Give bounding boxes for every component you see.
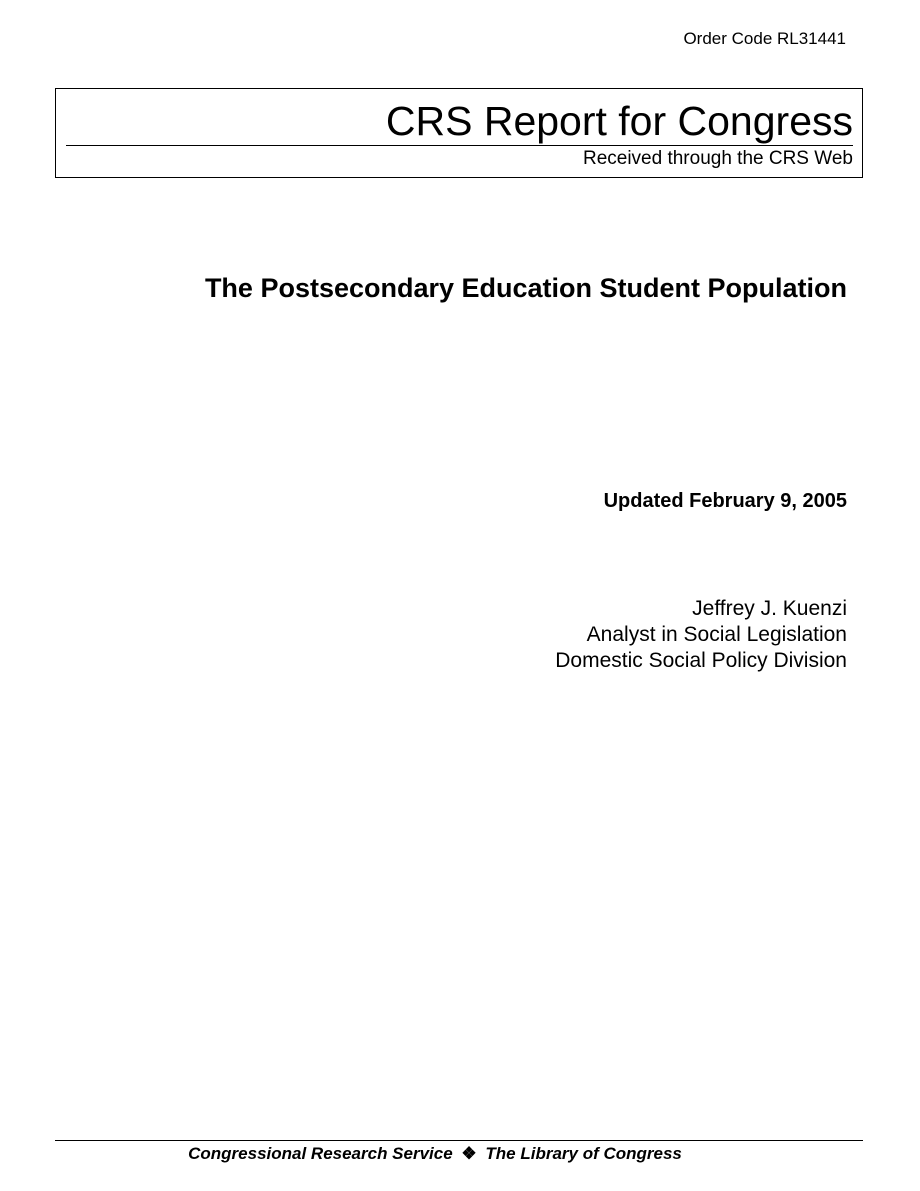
footer-crs: Congressional Research Service [188, 1144, 453, 1163]
footer [55, 1143, 863, 1165]
report-header-box [55, 88, 863, 178]
author-division: Domestic Social Policy Division [555, 649, 847, 672]
report-title: The Postsecondary Education Student Population [204, 273, 847, 303]
header-subtitle: Received through the CRS Web [582, 148, 853, 169]
footer-loc: The Library of Congress [485, 1144, 682, 1163]
diamond-separator-icon: ❖ [461, 1144, 477, 1163]
header-title: CRS Report for Congress [385, 98, 853, 144]
order-code: Order Code RL31441 [683, 29, 846, 48]
author-position: Analyst in Social Legislation [586, 623, 847, 646]
footer-divider [55, 1140, 863, 1141]
author-name: Jeffrey J. Kuenzi [692, 597, 847, 620]
author-block [555, 596, 847, 674]
header-divider [66, 145, 853, 146]
updated-date: Updated February 9, 2005 [603, 490, 847, 512]
